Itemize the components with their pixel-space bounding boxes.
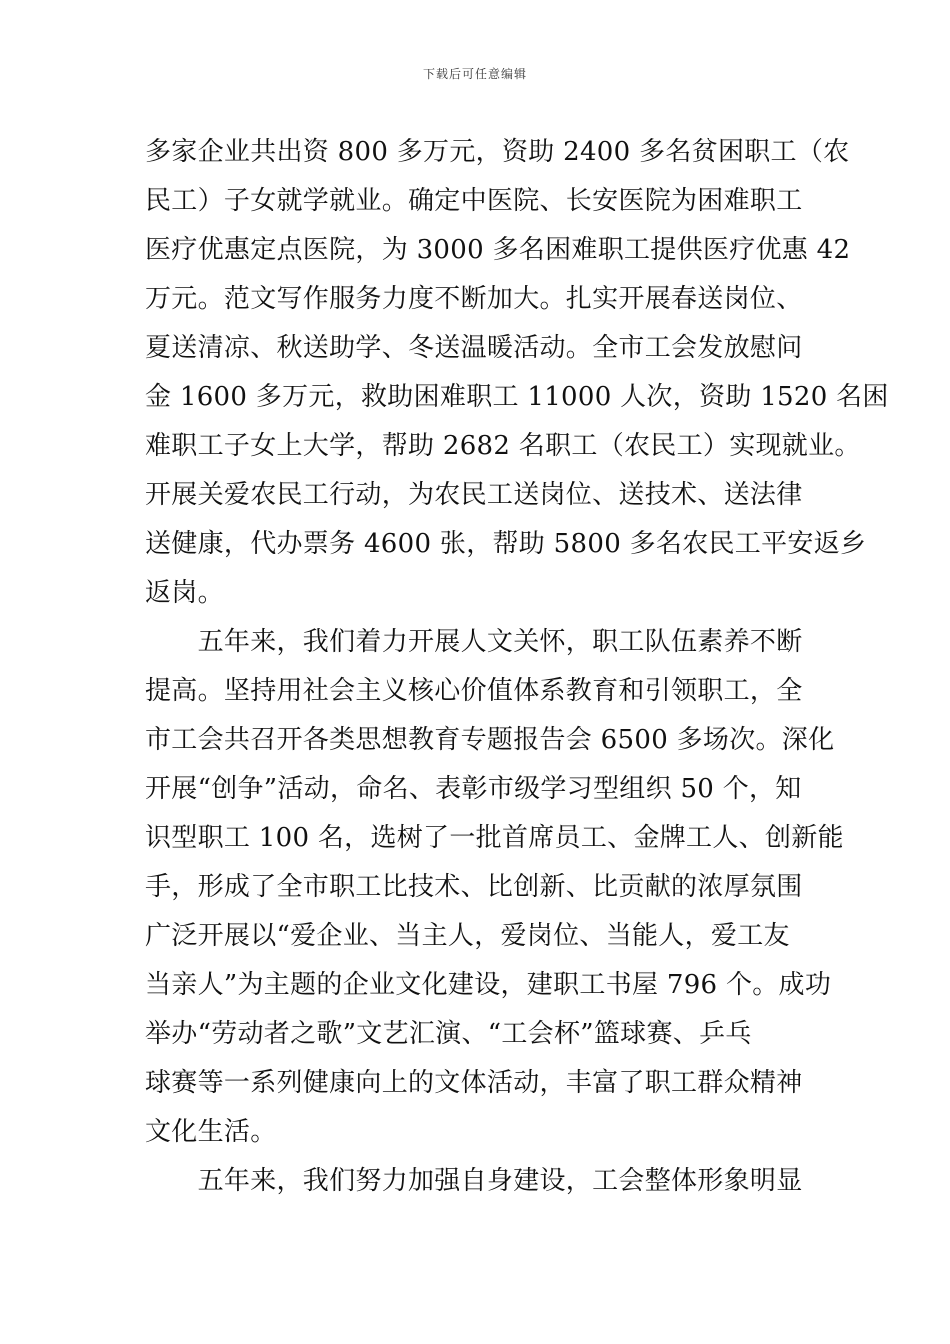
text-line: 万元。范文写作服务力度不断加大。扎实开展春送岗位、 bbox=[145, 284, 803, 314]
text-line: 五年来，我们努力加强自身建设，工会整体形象明显 bbox=[145, 1166, 803, 1196]
text-line: 举办“劳动者之歌”文艺汇演、“工会杯”篮球赛、乒乓 bbox=[145, 1019, 752, 1049]
text-line: 球赛等一系列健康向上的文体活动，丰富了职工群众精神 bbox=[145, 1068, 803, 1098]
page-header-note: 下载后可任意编辑 bbox=[422, 67, 527, 81]
text-line: 提高。坚持用社会主义核心价值体系教育和引领职工，全 bbox=[145, 676, 803, 706]
text-line: 夏送清凉、秋送助学、冬送温暖活动。全市工会发放慰问 bbox=[145, 333, 803, 363]
text-line: 手，形成了全市职工比技术、比创新、比贡献的浓厚氛围 bbox=[145, 872, 803, 902]
text-line: 识型职工 100 名，选树了一批首席员工、金牌工人、创新能 bbox=[145, 823, 844, 853]
text-line: 金 1600 多万元，救助困难职工 11000 人次，资助 1520 名困 bbox=[145, 382, 889, 412]
text-line: 开展“创争”活动，命名、表彰市级学习型组织 50 个，知 bbox=[145, 774, 802, 804]
text-line: 五年来，我们着力开展人文关怀，职工队伍素养不断 bbox=[145, 627, 803, 657]
text-line: 送健康，代办票务 4600 张，帮助 5800 多名农民工平安返乡 bbox=[145, 529, 867, 559]
text-line: 医疗优惠定点医院，为 3000 多名困难职工提供医疗优惠 42 bbox=[145, 235, 851, 265]
text-line: 民工）子女就学就业。确定中医院、长安医院为困难职工 bbox=[145, 186, 803, 216]
text-line: 多家企业共出资 800 多万元，资助 2400 多名贫困职工（农 bbox=[145, 137, 850, 167]
body-text bbox=[145, 128, 889, 1206]
text-line: 文化生活。 bbox=[145, 1117, 277, 1147]
text-line: 难职工子女上大学，帮助 2682 名职工（农民工）实现就业。 bbox=[145, 431, 861, 461]
text-line: 当亲人”为主题的企业文化建设，建职工书屋 796 个。成功 bbox=[145, 970, 832, 1000]
text-line: 返岗。 bbox=[145, 578, 224, 608]
text-line: 开展关爱农民工行动，为农民工送岗位、送技术、送法律 bbox=[145, 480, 803, 510]
text-line: 市工会共召开各类思想教育专题报告会 6500 多场次。深化 bbox=[145, 725, 835, 755]
text-line: 广泛开展以“爱企业、当主人，爱岗位、当能人，爱工友 bbox=[145, 921, 790, 951]
